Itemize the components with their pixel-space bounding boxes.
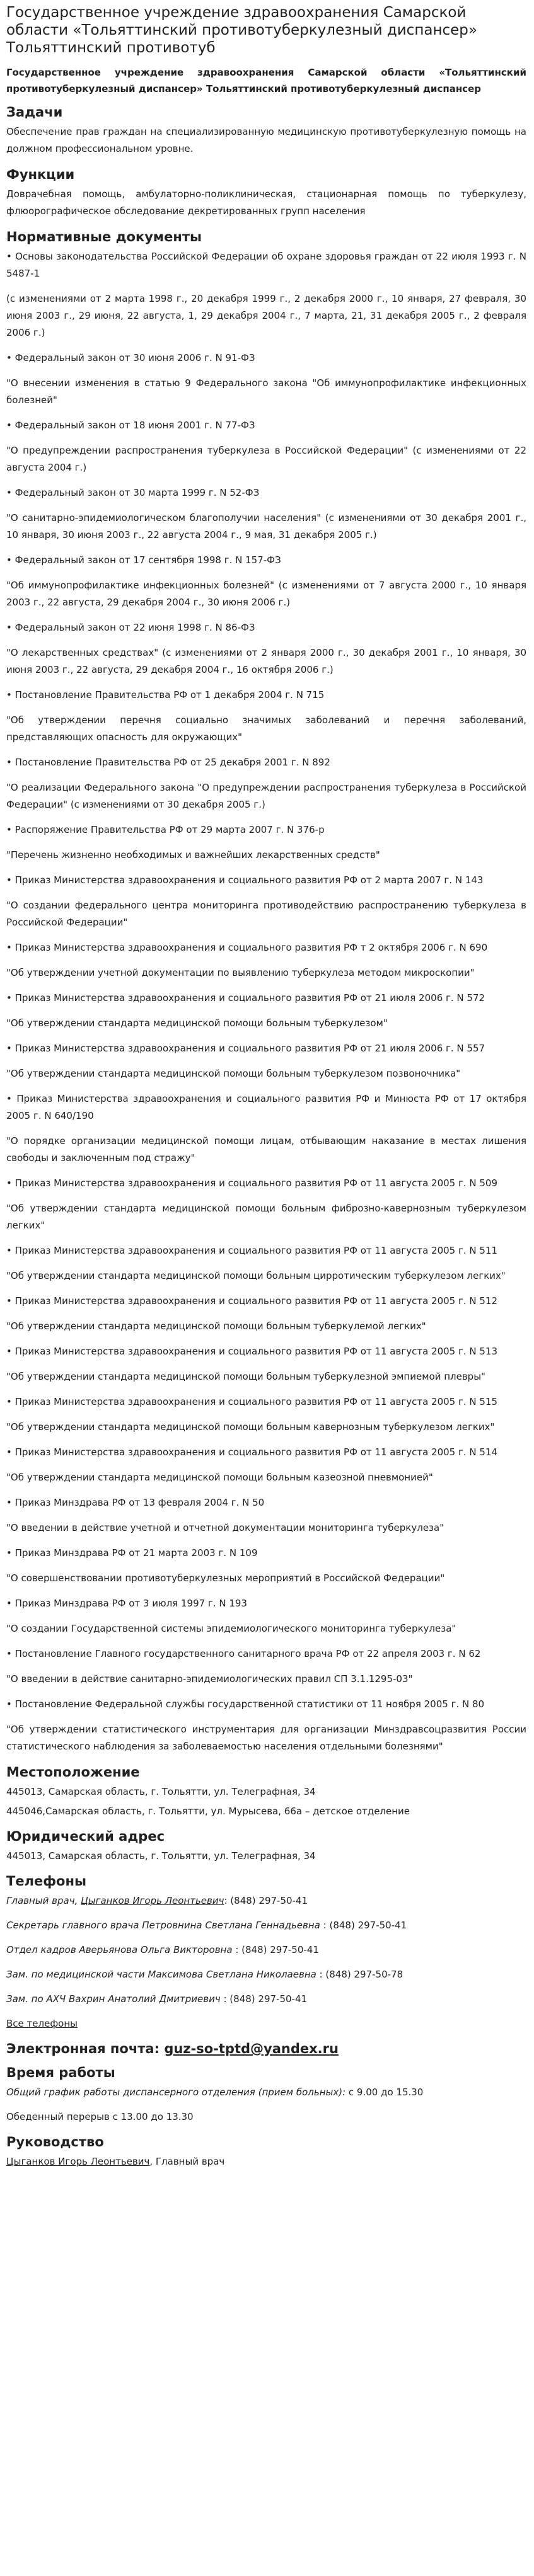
doc-item: • Приказ Министерства здравоохранения и социального развития РФ от 21 июля 2006 г. N 572 [6,992,485,1004]
doc-item: • Федеральный закон от 30 июня 2006 г. N 91-ФЗ [6,352,255,364]
functions-text: Доврачебная помощь, амбулаторно-поликлиническая, стационарная помощь по туберкулезу, флюорографическое обследование декретированных групп населения [6,188,526,217]
break-line: Обеденный перерыв с 13.00 до 13.30 [6,2111,194,2122]
phone-entry [6,1966,526,1983]
phone-entry [6,1991,526,2008]
doc-item: • Федеральный закон от 17 сентября 1998 г. N 157-ФЗ [6,554,281,566]
docs-heading: Нормативные документы [6,229,202,244]
doc-item: • Приказ Министерства здравоохранения и социального развития РФ от 11 августа 2005 г. N 512 [6,1295,498,1307]
doc-item: • Приказ Министерства здравоохранения и социального развития РФ от 11 августа 2005 г. N 514 [6,1446,498,1458]
phone-number: : (848) 297-50-78 [319,1969,403,1980]
doc-item: "О создании Государственной системы эпидемиологического мониторинга туберкулеза" [6,1623,456,1634]
organization-name: Государственное учреждение здравоохранения Самарской области «Тольяттинский противотуберкулезный диспансер» Тольяттинский противотуберкулезный диспансер [6,67,526,94]
email-row [6,2040,526,2058]
phone-number: : (848) 297-50-41 [323,1920,407,1931]
doc-item: • Приказ Министерства здравоохранения и социального развития РФ и Минюста РФ от 17 октября 2005 г. N 640/190 [6,1093,526,1121]
phone-entry [6,1917,526,1934]
docs-list [6,248,526,1755]
page-title: Государственное учреждение здравоохранения Самарской области «Тольяттинский противотуберкулезный диспансер» Тольяттинский противотуб [6,4,477,56]
doc-item: "О санитарно-эпидемиологическом благополучии населения" (с изменениями от 30 декабря 2001 г., 10 января, 30 июня 2003 г., 22 августа 2004 г., 9 мая, 31 декабря 2005 г.) [6,512,526,541]
doc-item: "О реализации Федерального закона "О предупреждении распространения туберкулеза в Российской Федерации" (с изменениями от 30 декабря 2005 г.) [6,782,526,810]
phone-role: Зам. по АХЧ Вахрин Анатолий Дмитриевич [6,1993,224,2005]
doc-item: • Приказ Минздрава РФ от 3 июля 1997 г. N 193 [6,1598,247,1609]
schedule-line [6,2084,526,2101]
location-line: 445046,Самарская область, г. Тольятти, ул. Мурысева, 66а – детское отделение [6,1806,410,1817]
head-doctor-position: , Главный врач [149,2156,225,2167]
doc-item: "О внесении изменения в статью 9 Федерального закона "Об иммунопрофилактике инфекционных болезней" [6,377,526,406]
doc-item: "О создании федерального центра мониторинга противодействию распространению туберкулеза в Российской Федерации" [6,900,526,928]
all-phones-link[interactable]: Все телефоны [6,2018,78,2029]
location-line: 445013, Самарская область, г. Тольятти, ул. Телеграфная, 34 [6,1786,316,1797]
doc-item: • Распоряжение Правительства РФ от 29 марта 2007 г. N 376-р [6,824,325,835]
doc-item: "Об утверждении стандарта медицинской помощи больным туберкулезной эмпиемой плевры" [6,1371,485,1382]
phone-number: : (848) 297-50-41 [235,1944,319,1955]
doc-item: "Перечень жизненно необходимых и важнейших лекарственных средств" [6,849,380,861]
phone-role: Секретарь главного врача Петровнина Светлана Геннадьевна [6,1920,323,1931]
phone-entry [6,1892,526,1909]
doc-item: • Приказ Министерства здравоохранения и социального развития РФ от 11 августа 2005 г. N 509 [6,1177,498,1189]
phone-number: : (848) 297-50-41 [224,1895,308,1906]
doc-item: • Приказ Министерства здравоохранения и социального развития РФ от 2 марта 2007 г. N 143 [6,874,484,886]
email-label: Электронная почта: [6,2041,165,2056]
management-line [6,2153,526,2170]
doc-item: "Об утверждении стандарта медицинской помощи больным фиброзно-кавернозным туберкулезом легких" [6,1203,526,1231]
phone-role: Главный врач, [6,1895,81,1906]
doc-item: • Приказ Министерства здравоохранения и социального развития РФ от 11 августа 2005 г. N 511 [6,1245,498,1256]
doc-item: "О порядке организации медицинской помощи лицам, отбывающим наказание в местах лишения свободы и заключенным под стражу" [6,1135,526,1164]
functions-heading: Функции [6,167,75,182]
doc-item: "Об утверждении стандарта медицинской помощи больным туберкулемой легких" [6,1320,426,1332]
doc-item: • Приказ Минздрава РФ от 21 марта 2003 г. N 109 [6,1547,258,1559]
doc-item: "О предупреждении распространения туберкулеза в Российской Федерации" (с изменениями от 22 августа 2004 г.) [6,445,526,473]
doc-item: • Приказ Министерства здравоохранения и социального развития РФ т 2 октября 2006 г. N 690 [6,942,488,953]
doc-item: • Основы законодательства Российской Федерации об охране здоровья граждан от 22 июля 1993 г. N 5487-1 [6,251,526,279]
doc-item: "Об утверждении стандарта медицинской помощи больным туберкулезом" [6,1017,388,1029]
tasks-text: Обеспечение прав граждан на специализированную медицинскую противотуберкулезную помощь на должном профессиональном уровне. [6,126,526,154]
phone-role: Зам. по медицинской части Максимова Светлана Николаевна [6,1969,320,1980]
doc-item: • Постановление Главного государственного санитарного врача РФ от 22 апреля 2003 г. N 62 [6,1648,481,1659]
doc-item: "Об утверждении учетной документации по выявлению туберкулеза методом микроскопии" [6,967,475,978]
doc-item: "Об утверждении перечня социально значимых заболеваний и перечня заболеваний, представляющих опасность для окружающих" [6,714,526,743]
doc-item: "Об утверждении стандарта медицинской помощи больным цирротическим туберкулезом легких" [6,1270,506,1281]
doc-item: "О лекарственных средствах" (с изменениями от 2 января 2000 г., 30 декабря 2001 г., 10 января, 30 июня 2003 г., 22 августа, 29 декабря 2004 г., 16 октября 2006 г.) [6,647,526,675]
doc-item: • Приказ Минздрава РФ от 13 февраля 2004 г. N 50 [6,1497,265,1508]
doc-item: "О введении в действие учетной и отчетной документации мониторинга туберкулеза" [6,1522,444,1533]
phones-heading: Телефоны [6,1874,86,1889]
phone-person-name[interactable]: Цыганков Игорь Леонтьевич [81,1895,224,1906]
location-heading: Местоположение [6,1765,140,1780]
doc-item: "О введении в действие санитарно-эпидемиологических правил СП 3.1.1295-03" [6,1673,413,1685]
doc-item: "Об утверждении статистического инструментария для организации Минздравсоцразвития России статистического наблюдения за заболеваемостью населения отдельными болезнями" [6,1724,526,1752]
email-link[interactable]: guz-so-tptd@yandex.ru [164,2041,339,2056]
management-heading: Руководство [6,2134,104,2150]
doc-item: • Приказ Министерства здравоохранения и социального развития РФ от 21 июля 2006 г. N 557 [6,1043,485,1054]
phones-list [6,1892,526,2008]
doc-item: • Приказ Министерства здравоохранения и социального развития РФ от 11 августа 2005 г. N 515 [6,1396,498,1407]
worktime-heading: Время работы [6,2065,115,2080]
doc-item: • Приказ Министерства здравоохранения и социального развития РФ от 11 августа 2005 г. N 513 [6,1346,498,1357]
schedule-value: с 9.00 до 15.30 [348,2087,424,2098]
doc-item: • Федеральный закон от 22 июня 1998 г. N 86-ФЗ [6,622,255,633]
doc-item: • Федеральный закон от 18 июня 2001 г. N 77-ФЗ [6,420,255,431]
legal-address-line: 445013, Самарская область, г. Тольятти, ул. Телеграфная, 34 [6,1850,316,1862]
phone-entry [6,1942,526,1959]
doc-item: "Об утверждении стандарта медицинской помощи больным казеозной пневмонией" [6,1472,433,1483]
doc-item: • Постановление Правительства РФ от 25 декабря 2001 г. N 892 [6,757,330,768]
tasks-heading: Задачи [6,105,63,120]
phone-role: Отдел кадров Аверьянова Ольга Викторовна [6,1944,236,1955]
doc-item: • Постановление Федеральной службы государственной статистики от 11 ноября 2005 г. N 80 [6,1698,485,1710]
phone-number: : (848) 297-50-41 [223,1993,308,2005]
doc-item: • Постановление Правительства РФ от 1 декабря 2004 г. N 715 [6,689,325,701]
doc-item: (с изменениями от 2 марта 1998 г., 20 декабря 1999 г., 2 декабря 2000 г., 10 января, 27 февраля, 30 июня 2003 г., 29 июня, 22 августа, 1, 29 декабря 2004 г., 7 марта, 21, 31 декабря 2005 г., 2 февраля 2006 г.) [6,293,526,338]
schedule-label: Общий график работы диспансерного отделения (прием больных): [6,2087,349,2098]
doc-item: "Об утверждении стандарта медицинской помощи больным туберкулезом позвоночника" [6,1068,461,1079]
head-doctor-link[interactable]: Цыганков Игорь Леонтьевич [6,2156,150,2167]
doc-item: "Об утверждении стандарта медицинской помощи больным кавернозным туберкулезом легких" [6,1421,495,1433]
doc-item: • Федеральный закон от 30 марта 1999 г. N 52-ФЗ [6,487,260,498]
legal-address-heading: Юридический адрес [6,1829,165,1844]
doc-item: "О совершенствовании противотуберкулезных мероприятий в Российской Федерации" [6,1572,445,1584]
doc-item: "Об иммунопрофилактике инфекционных болезней" (с изменениями от 7 августа 2000 г., 10 января 2003 г., 22 августа, 29 декабря 2004 г., 30 июня 2006 г.) [6,580,526,608]
